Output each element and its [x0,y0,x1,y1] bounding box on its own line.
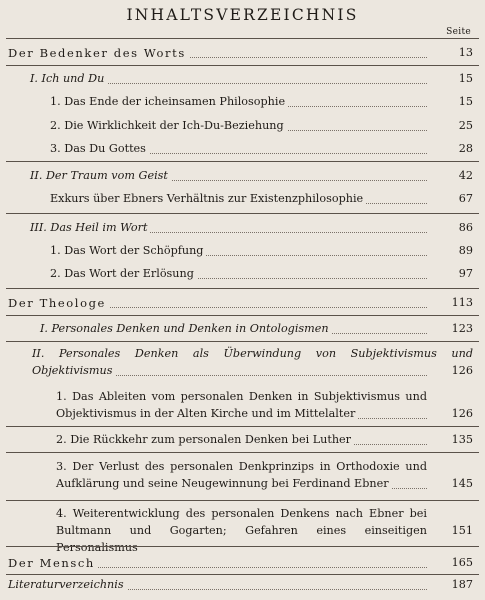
toc-entry-chapter [40,321,473,337]
divider [6,213,479,214]
entry-page: 151 [449,523,473,539]
entry-title-text: 1. Das Ableiten vom personalen Denken in Subjektivismus und Objektivismus in der Alten Kirche und im Mittelalter [56,390,427,420]
entry-title: 2. Das Wort der Erlösung [50,266,197,282]
entry-title: I. Personales Denken und Denken in Ontologismen [40,321,332,337]
entry-title: Der Mensch [8,555,98,571]
entry-title-text: 4. Weiterentwicklung des personalen Denkens nach Ebner bei Bultmann und Gogarten; Gefahren eines einseitigen Personalismus [56,507,427,554]
entry-title-text: 3. Der Verlust des personalen Denkprinzips in Orthodoxie und Aufklärung und seine Neugewinnung bei Ferdinand Ebner [56,460,427,490]
entry-page: 15 [456,71,473,87]
entry-page: 145 [449,476,473,492]
toc-entry-part [8,45,473,61]
toc-entry-section [50,243,473,259]
toc-entry-chapter [30,220,473,236]
entry-title: 1. Das Wort der Schöpfung [50,243,206,259]
divider [6,161,479,162]
entry-page: 25 [456,118,473,134]
entry-page: 42 [456,168,473,184]
page-title: INHALTSVERZEICHNIS [126,6,359,24]
entry-page: 113 [449,295,473,311]
divider [6,452,479,453]
toc-entry-bibliography [8,577,473,593]
toc-entry-section [50,94,473,110]
toc-entry-part [8,295,473,311]
entry-page: 97 [456,266,473,282]
divider [6,574,479,575]
entry-title: 2. Die Wirklichkeit der Ich-Du-Beziehung [50,118,287,134]
entry-title [56,458,427,492]
entry-page: 67 [456,191,473,207]
toc-entry-section [56,388,473,424]
toc-entry-section [50,266,473,282]
entry-title: 3. Das Du Gottes [50,141,149,157]
entry-title: Literaturverzeichnis [8,577,127,593]
entry-title [32,345,473,379]
page-column-label: Seite [446,27,471,37]
entry-title: Der Bedenker des Worts [8,45,189,61]
entry-title: 1. Das Ende der icheinsamen Philosophie [50,94,288,110]
entry-title: 2. Die Rückkehr zum personalen Denken bei Luther [56,432,354,448]
entry-title: I. Ich und Du [30,71,107,87]
entry-title-text: II. Personales Denken als Überwindung von Subjektivismus und Objektivismus [32,347,473,377]
divider [6,426,479,427]
entry-page: 28 [456,141,473,157]
toc-entry-section [56,458,473,494]
entry-page: 126 [449,363,473,379]
divider [6,38,479,39]
divider [6,315,479,316]
entry-title: II. Der Traum vom Geist [30,168,171,184]
toc-entry-excursus [50,191,473,207]
toc-entry-section [56,505,473,554]
divider [6,288,479,289]
toc-entry-chapter [30,168,473,184]
entry-page: 187 [449,577,473,593]
entry-title: Der Theologe [8,295,109,311]
entry-page: 165 [449,555,473,571]
toc-entry-section [50,118,473,134]
divider [6,65,479,66]
entry-page: 15 [456,94,473,110]
toc-entry-chapter [30,71,473,87]
entry-page: 13 [456,45,473,61]
divider [6,546,479,547]
entry-page: 126 [449,406,473,422]
toc-entry-section [50,141,473,157]
entry-title [56,505,427,556]
toc-entry-section [56,432,473,448]
divider [6,500,479,501]
divider [6,341,479,342]
toc-entry-part [8,555,473,571]
entry-page: 89 [456,243,473,259]
entry-page: 135 [449,432,473,448]
entry-title [56,388,427,422]
entry-page: 86 [456,220,473,236]
entry-title: Exkurs über Ebners Verhältnis zur Existenzphilosophie [50,191,366,207]
entry-page: 123 [449,321,473,337]
toc-entry-chapter [32,345,473,381]
entry-title: III. Das Heil im Wort [30,220,150,236]
